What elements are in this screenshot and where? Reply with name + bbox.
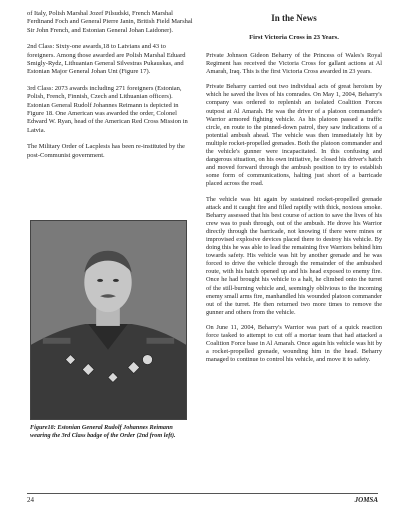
left-column: [27, 10, 194, 168]
right-column: [206, 10, 382, 371]
footer-divider: [27, 493, 378, 494]
general-portrait-image: [31, 221, 186, 419]
left-paragraph-3: 3rd Class: 2073 awards including 271 foreigners (Estonian, Polish, French, Finnish, Czech and Lithuanian officers). Estonian General Rudolf Johannes Reimann is depicted in Figure 18. One American was awarded the order, Colonel Edward W. Ryan, head of the American Red Cross Mission in Latvia.: [27, 84, 188, 134]
right-paragraph-1: Private Johnson Gideon Beharry of the Princess of Wales's Royal Regiment has received the Victoria Cross for gallant actions at Al Amarah, Iraq. This is the first Victoria Cross awarded in 23 years.: [206, 52, 382, 76]
figure-18-photo: [30, 220, 187, 420]
left-paragraph-4: The Military Order of Lacplesis has been re-instituted by the post-Communist government.: [27, 143, 185, 159]
right-paragraph-4: On June 11, 2004, Beharry's Warrior was part of a quick reaction force tasked to attempt to cut off a mortar team that had attacked a Coalition Force base in Al Amarah. Once again his vehicle was hit by a rocket-propelled grenade, wounding him in the head. Beharry managed to continue to control his vehicle, and move it to safety.: [206, 323, 382, 364]
section-heading: In the News: [271, 13, 317, 23]
journal-name: JOMSA: [354, 496, 378, 504]
article-subheading: First Victoria Cross in 23 Years.: [249, 34, 339, 41]
right-paragraph-2: Private Beharry carried out two individual acts of great heroism by which he saved the lives of his comrades. On May 1, 2004, Beharry's company was ordered to replenish an isolated Coalition Forces outpost at Al Amarah. He was the driver of a platoon commander's Warrior armored fighting vehicle. As his platoon passed a traffic circle, en route to the pinned-down patrol, they saw indications of a potential ambush ahead. The vehicle was then immediately hit by multiple rocket-propelled grenades. Both the platoon commander and the vehicle's gunner were incapacitated. In this confusing and dangerous situation, on his own initiative, he closed his driver's hatch and moved forward through the ambush position to try to establish some form of communications, halting just short of a barricade placed across the road.: [206, 83, 382, 188]
left-paragraph-1: of Italy, Polish Marshal Jozef Pilsudski, French Marshal Ferdinand Foch and General Pierre Janin, British Field Marshal Sir John French, and Estonian General Johan Laidoner).: [27, 10, 193, 34]
right-paragraph-3: The vehicle was hit again by sustained rocket-propelled grenade attack and it caught fire and filled rapidly with thick, noxious smoke. Beharry assessed that his best course of action to save the lives of his crew was to push through, out of the ambush. He drove his Warrior directly through the barricade, not knowing if there were mines or improvised explosive devices placed there to destroy his vehicle. By doing this he was able to lead the remaining five Warriors behind him towards safety. His vehicle was hit by another grenade and he was forced to drive the vehicle through the remainder of the ambushed route, with his hatch opened up and his head exposed to enemy fire. Once he had brought his vehicle to a halt, he climbed onto the turret of the still-burning vehicle and, seemingly oblivious to the incoming enemy small arms fire, manhandled his wounded platoon commander out of the turret. He then returned two more times to remove the gunner and others from the vehicle.: [206, 195, 382, 316]
figure-caption: Figure18: Estonian General Rudolf Johannes Reimann wearing the 3rd Class badge of the Order (2nd from left).: [30, 424, 176, 439]
left-paragraph-2: 2nd Class: Sixty-one awards,18 to Latvians and 43 to foreigners. Among those awarded are Polish Marshal Eduard Smigly-Rydz, Lithuanian General Silvestras Pukauskas, and Estonian Major General Johan Unt (Figure 17).: [27, 43, 186, 76]
page-number: 24: [27, 496, 34, 504]
